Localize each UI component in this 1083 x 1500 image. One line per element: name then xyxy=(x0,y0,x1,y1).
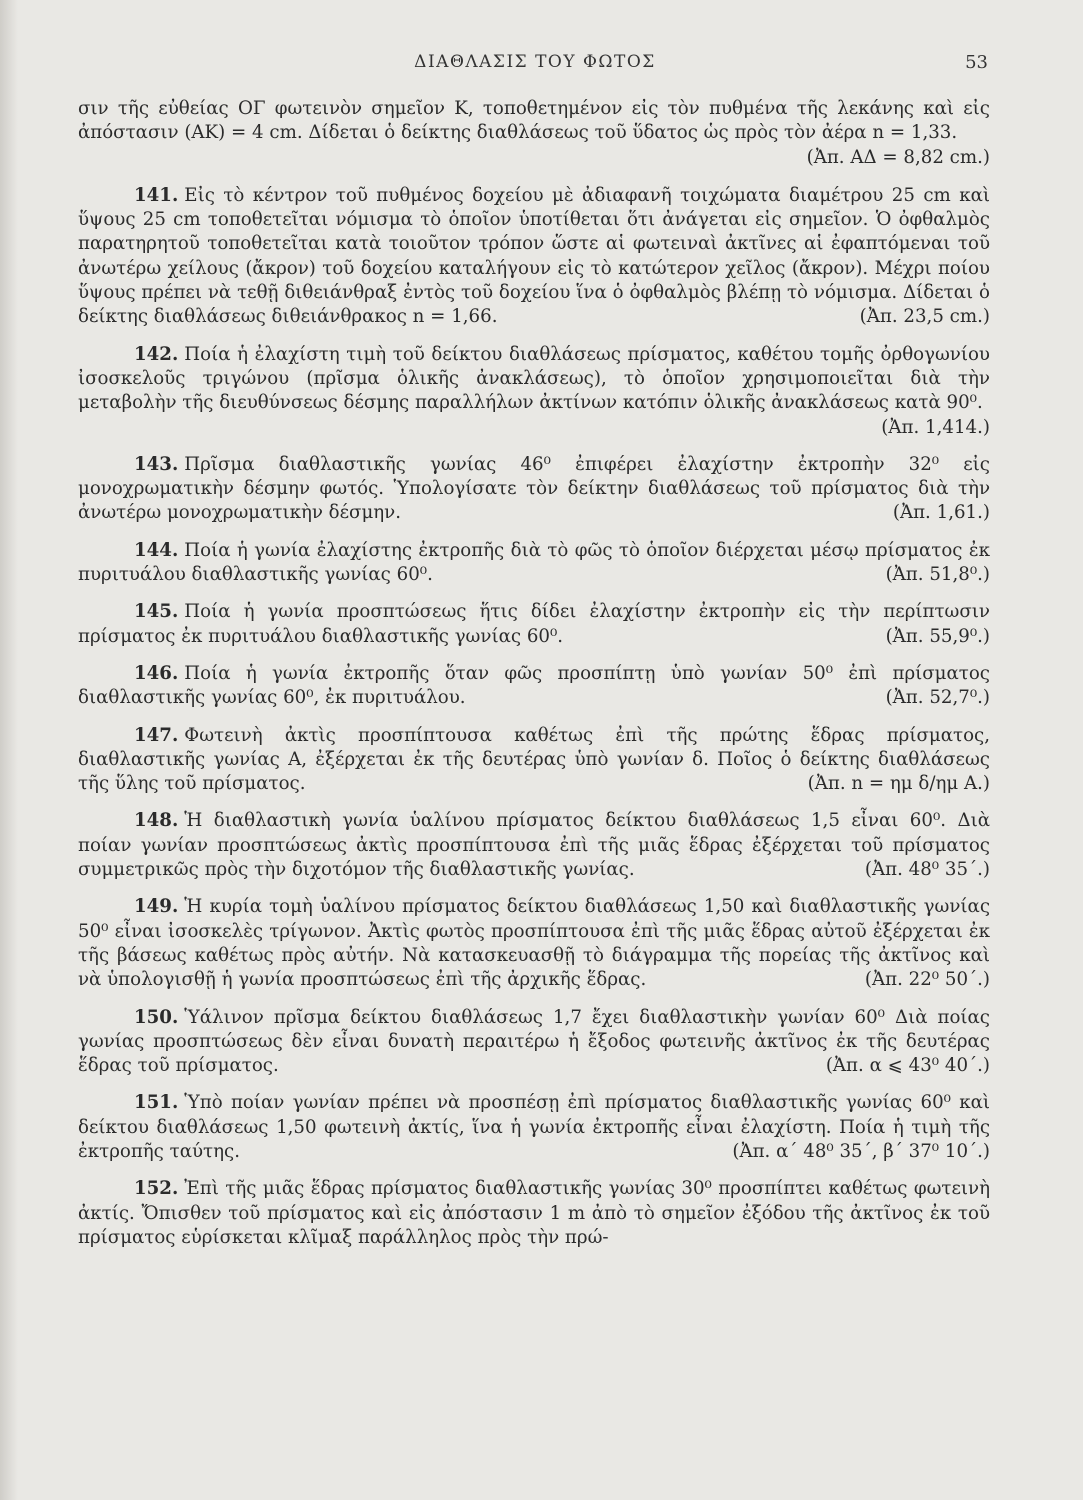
problem-text: Ποία ἡ ἐλαχίστη τιμὴ τοῦ δείκτου διαθλάσεως πρίσματος, καθέτου τομῆς ὀρθογωνίου ἰσοσκελοῦς τριγώνου (πρῖσμα ὁλικῆς ἀνακλάσεως), τὸ ὁποῖον χρησιμοποιεῖται διὰ τὴν μεταβολὴν τῆς διευθύνσεως δέσμης παραλλήλων ἀκτίνων κατόπιν ὁλικῆς ἀνακλάσεως κατὰ 90⁰. xyxy=(78,343,990,414)
problem-number: 150. xyxy=(134,1006,179,1028)
problem-text: Ὑάλινον πρῖσμα δείκτου διαθλάσεως 1,7 ἔχει διαθλαστικὴν γωνίαν 60⁰ Διὰ ποίας γωνίας προσπτώσεως δὲν εἶναι δυνατὴ περαιτέρω ἡ ἔξοδος φωτεινῆς ἀκτῖνος ἐκ τῆς δευτέρας ἕδρας τοῦ πρίσματος. xyxy=(78,1006,990,1077)
problem-text: Ποία ἡ γωνία προσπτώσεως ἥτις δίδει ἐλαχίστην ἐκτροπὴν εἰς τὴν περίπτωσιν πρίσματος ἐκ πυριτυάλου διαθλαστικῆς γωνίας 60⁰. xyxy=(78,601,990,647)
problem-number: 146. xyxy=(134,662,179,684)
problem-149 xyxy=(78,895,990,992)
problem-text: Ἡ διαθλαστικὴ γωνία ὑαλίνου πρίσματος δείκτου διαθλάσεως 1,5 εἶναι 60⁰. Διὰ ποίαν γωνίαν προσπτώσεως ἀκτὶς προσπίπτουσα ἐπὶ τῆς μιᾶς ἕδρας ἐξέρχεται τοῦ πρίσματος συμμετρικῶς πρὸς τὴν διχοτόμον τῆς διαθλαστικῆς γωνίας. xyxy=(78,810,990,881)
problem-number: 147. xyxy=(134,724,179,746)
problem-text: Εἰς τὸ κέντρον τοῦ πυθμένος δοχείου μὲ ἀδιαφανῆ τοιχώματα διαμέτρου 25 cm καὶ ὕψους 25 cm τοποθετεῖται νόμισμα τὸ ὁποῖον ὑποτίθεται ὅτι ἀνάγεται εἰς σημεῖον. Ὁ ὀφθαλμὸς παρατηρητοῦ τοποθετεῖται κατὰ τοιοῦτον τρόπον ὥστε αἱ φωτειναὶ ἀκτῖνες αἱ ἐφαπτόμεναι τοῦ ἀνωτέρω χείλους (ἄκρον) τοῦ δοχείου καταλήγουν εἰς τὸ κατώτερον χεῖλος (ἄκρον). Μέχρι ποίου ὕψους πρέπει νὰ τεθῇ διθειάνθραξ ἐντὸς τοῦ δοχείου ἵνα ὁ ὀφθαλμὸς βλέπῃ τὸ νόμισμα. Δίδεται ὁ δείκτης διαθλάσεως διθειάνθρακος n = 1,66. xyxy=(78,184,990,328)
continued-paragraph xyxy=(78,97,990,170)
problem-text: Ἡ κυρία τομὴ ὑαλίνου πρίσματος δείκτου διαθλάσεως 1,50 καὶ διαθλαστικῆς γωνίας 50⁰ εἶναι ἰσοσκελὲς τρίγωνον. Ἀκτὶς φωτὸς προσπίπτουσα ἐπὶ τῆς μιᾶς ἕδρας αὐτοῦ ἐξέρχεται ἐκ τῆς βάσεως καθέτως πρὸς αὐτήν. Νὰ κατασκευασθῇ τὸ διάγραμμα τῆς πορείας τῆς ἀκτῖνος καὶ νὰ ὑπολογισθῇ ἡ γωνία προσπτώσεως ἐπὶ τῆς ἀρχικῆς ἕδρας. xyxy=(78,896,990,991)
problem-143 xyxy=(78,453,990,526)
answer: (Ἀπ. 23,5 cm.) xyxy=(859,306,990,328)
problem-144 xyxy=(78,539,990,588)
problem-text: Πρῖσμα διαθλαστικῆς γωνίας 46⁰ ἐπιφέρει ἐλαχίστην ἐκτροπὴν 32⁰ εἰς μονοχρωματικὴν δέσμην φωτός. Ὑπολογίσατε τὸν δείκτην διαθλάσεως τοῦ πρίσματος διὰ τὴν ἀνωτέρω μονοχρωματικὴν δέσμην. xyxy=(78,453,990,524)
answer: (Ἀπ. 55,9⁰.) xyxy=(885,625,990,647)
problem-148 xyxy=(78,809,990,882)
problem-number: 149. xyxy=(134,896,179,918)
page-edge-shadow xyxy=(0,0,18,1500)
answer: (Ἀπ. 52,7⁰.) xyxy=(885,687,990,709)
page-number: 53 xyxy=(965,52,988,73)
paragraph-text: σιν τῆς εὐθείας ΟΓ φωτεινὸν σημεῖον Κ, τοποθετημένον εἰς τὸν πυθμένα τῆς λεκάνης καὶ εἰς ἀπόστασιν (ΑΚ) = 4 cm. Δίδεται ὁ δείκτης διαθλάσεως τοῦ ὕδατος ὡς πρὸς τὸν ἀέρα n = 1,33. xyxy=(78,98,990,144)
problem-151 xyxy=(78,1091,990,1164)
answer: (Ἀπ. 1,414.) xyxy=(881,416,990,438)
problem-list xyxy=(78,184,990,1250)
problem-152 xyxy=(78,1177,990,1250)
problem-number: 141. xyxy=(134,184,179,206)
problem-text: Φωτεινὴ ἀκτὶς προσπίπτουσα καθέτως ἐπὶ τῆς πρώτης ἕδρας πρίσματος, διαθλαστικῆς γωνίας Α, ἐξέρχεται ἐκ τῆς δευτέρας ὑπὸ γωνίαν δ. Ποῖος ὁ δείκτης διαθλάσεως τῆς ὕλης τοῦ πρίσματος. xyxy=(78,724,990,795)
answer: (Ἀπ. 51,8⁰.) xyxy=(885,564,990,586)
answer: (Ἀπ. 22⁰ 50΄.) xyxy=(864,969,990,991)
answer: (Ἀπ. 48⁰ 35΄.) xyxy=(864,859,990,881)
problem-145 xyxy=(78,600,990,649)
problem-number: 152. xyxy=(134,1178,179,1200)
problem-number: 142. xyxy=(134,343,179,365)
page-header xyxy=(80,52,990,82)
answer: (Ἀπ. α ⩽ 43⁰ 40΄.) xyxy=(825,1055,990,1077)
answer: (Ἀπ. n = ημ δ/ημ Α.) xyxy=(807,773,990,795)
problem-number: 143. xyxy=(134,453,179,475)
problem-147 xyxy=(78,724,990,797)
problem-number: 148. xyxy=(134,810,179,832)
problem-150 xyxy=(78,1006,990,1079)
problem-146 xyxy=(78,662,990,711)
problem-text: Ποία ἡ γωνία ἐλαχίστης ἐκτροπῆς διὰ τὸ φῶς τὸ ὁποῖον διέρχεται μέσῳ πρίσματος ἐκ πυριτυάλου διαθλαστικῆς γωνίας 60⁰. xyxy=(78,539,990,586)
problem-142 xyxy=(78,343,990,440)
answer: (Ἀπ. α΄ 48⁰ 35΄, β΄ 37⁰ 10΄.) xyxy=(732,1140,990,1162)
page-body xyxy=(78,97,990,1263)
problem-number: 144. xyxy=(134,539,179,561)
problem-141 xyxy=(78,184,990,330)
problem-text: Ἐπὶ τῆς μιᾶς ἕδρας πρίσματος διαθλαστικῆς γωνίας 30⁰ προσπίπτει καθέτως φωτεινὴ ἀκτίς. Ὄπισθεν τοῦ πρίσματος καὶ εἰς ἀπόστασιν 1 m ἀπὸ τὸ σημεῖον ἐξόδου τῆς ἀκτῖνος ἐκ τοῦ πρίσματος εὑρίσκεται κλῖμαξ παράλληλος πρὸς τὴν πρώ- xyxy=(78,1178,990,1248)
problem-number: 145. xyxy=(134,601,179,623)
problem-text: Ποία ἡ γωνία ἐκτροπῆς ὅταν φῶς προσπίπτῃ ὑπὸ γωνίαν 50⁰ ἐπὶ πρίσματος διαθλαστικῆς γωνίας 60⁰, ἐκ πυριτυάλου. xyxy=(78,662,990,709)
problem-text: Ὑπὸ ποίαν γωνίαν πρέπει νὰ προσπέσῃ ἐπὶ πρίσματος διαθλαστικῆς γωνίας 60⁰ καὶ δείκτου διαθλάσεως 1,50 φωτεινὴ ἀκτίς, ἵνα ἡ γωνία ἐκτροπῆς εἶναι ἐλαχίστη. Ποία ἡ τιμὴ τῆς ἐκτροπῆς ταύτης. xyxy=(78,1092,990,1162)
running-title: ΔΙΑΘΛΑΣΙΣ ΤΟΥ ΦΩΤΟΣ xyxy=(414,52,656,72)
problem-number: 151. xyxy=(134,1092,179,1114)
answer: (Ἀπ. 1,61.) xyxy=(892,502,990,524)
answer: (Ἀπ. ΑΔ = 8,82 cm.) xyxy=(806,146,990,168)
